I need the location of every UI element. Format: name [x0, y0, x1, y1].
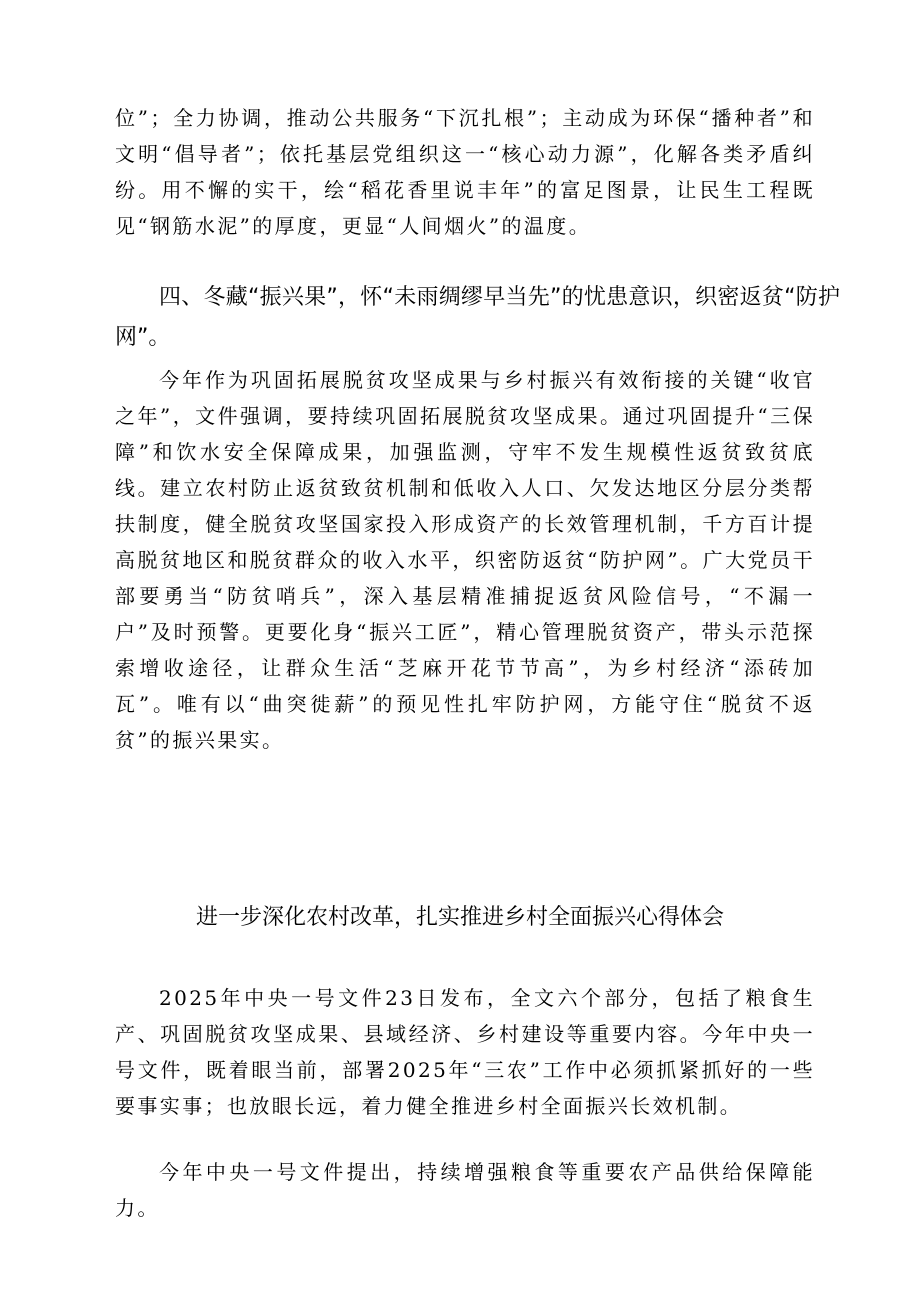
paragraph-intro: 2025年中央一号文件23日发布，全文六个部分，包括了粮食生产、巩固脱贫攻坚成果、县域经济、乡村建设等重要内容。今年中央一号文件，既着眼当前，部署2025年“三农”工作中必须抓紧抓好的一些要事实事；也放眼长远，着力健全推进乡村全面振兴长效机制。	[115, 986, 815, 1118]
section-heading: 四、冬藏“振兴果”，怀“未雨绸缪早当先”的忧患意识，织密返贫“防护网”。	[115, 285, 840, 350]
article-title: 进一步深化农村改革，扎实推进乡村全面振兴心得体会	[195, 905, 724, 930]
paragraph-next: 今年中央一号文件提出，持续增强粮食等重要农产品供给保障能力。	[115, 1160, 815, 1220]
paragraph-continued: 位”；全力协调，推动公共服务“下沉扎根”；主动成为环保“播种者”和文明“倡导者”；依托基层党组织这一“核心动力源”，化解各类矛盾纠纷。用不懈的实干，绘“稻花香里说丰年”的富足图景，让民生工程既见“钢筋水泥”的厚度，更显“人间烟火”的温度。	[115, 106, 815, 238]
paragraph-body: 今年作为巩固拓展脱贫攻坚成果与乡村振兴有效衔接的关键“收官之年”，文件强调，要持续巩固拓展脱贫攻坚成果。通过巩固提升“三保障”和饮水安全保障成果，加强监测，守牢不发生规模性返贫致贫底线。建立农村防止返贫致贫机制和低收入人口、欠发达地区分层分类帮扶制度，健全脱贫攻坚国家投入形成资产的长效管理机制，千方百计提高脱贫地区和脱贫群众的收入水平，织密防返贫“防护网”。广大党员干部要勇当“防贫哨兵”，深入基层精准捕捉返贫风险信号，“不漏一户”及时预警。更要化身“振兴工匠”，精心管理脱贫资产，带头示范探索增收途径，让群众生活“芝麻开花节节高”，为乡村经济“添砖加瓦”。唯有以“曲突徙薪”的预见性扎牢防护网，方能守住“脱贫不返贫”的振兴果实。	[115, 368, 815, 752]
